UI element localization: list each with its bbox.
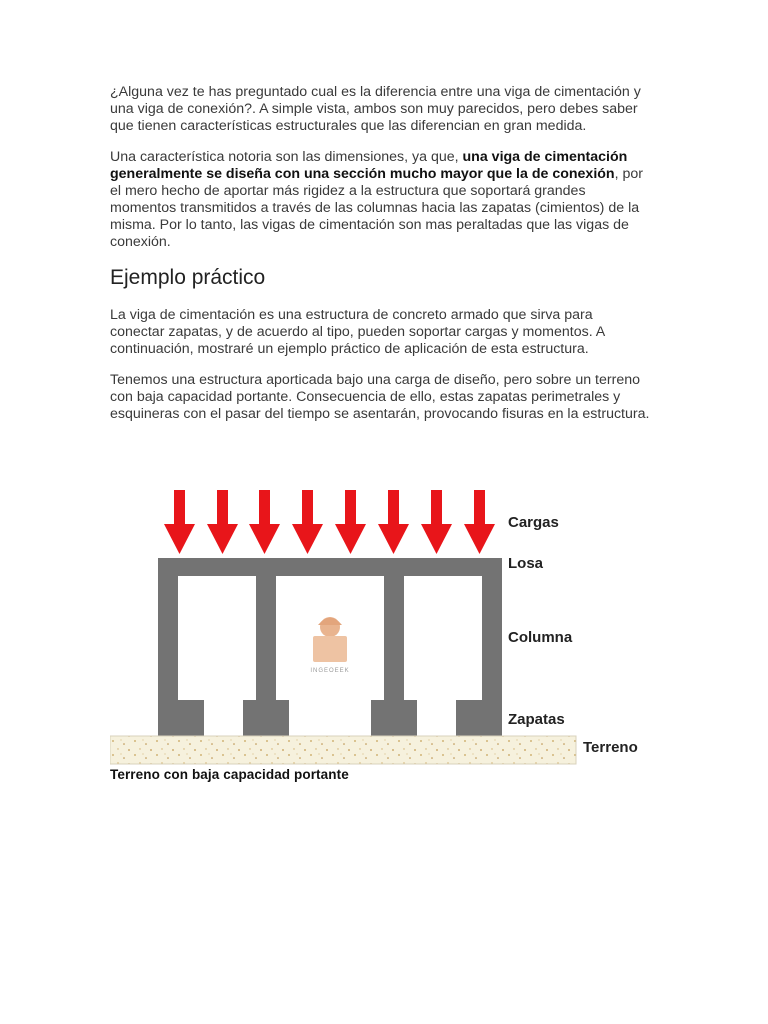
section-paragraph-1: La viga de cimentación es una estructura de concreto armado que sirva para conectar zapatas, y de acuerdo al tipo, pueden soportar cargas y momentos. A continuación, mostraré un ejemplo práctico de aplicación de esta estructura. (110, 307, 605, 357)
load-arrow-7 (421, 490, 452, 554)
intro-paragraph-1: ¿Alguna vez te has preguntado cual es la diferencia entre una viga de cimentación y una viga de conexión?. A simple vista, ambos son muy parecidos, pero debes saber que tienen características estructurales que las diferencian en gran medida. (110, 84, 641, 134)
watermark-text: INGEOEEK (310, 668, 350, 674)
label-columna: Columna (508, 629, 573, 646)
intro-p2-tail: , por el mero hecho de aportar más rigidez a la estructura que soportará grandes momentos transmitidos a través de las columnas hacia las zapatas (cimientos) de la misma. Por lo tanto, las vigas de cimentación son mas peraltadas que las vigas de conexión. (110, 166, 643, 250)
label-losa: Losa (508, 555, 544, 572)
figure-caption: Terreno con baja capacidad portante (110, 767, 349, 782)
intro-p2-highlight: una viga de cimentación generalmente se diseña con una sección mucho mayor que la de conexión (110, 149, 628, 182)
footing-2 (243, 700, 289, 736)
label-cargas: Cargas (508, 514, 559, 531)
intro-p2-lead: Una característica notoria son las dimensiones, ya que, (110, 149, 463, 165)
structure-diagram (110, 486, 670, 786)
ground-terrain (110, 736, 576, 764)
intro-paragraph-2 (110, 149, 650, 251)
footing-3 (371, 700, 417, 736)
footing-1 (158, 700, 204, 736)
load-arrow-1 (164, 490, 195, 554)
load-arrow-8 (464, 490, 495, 554)
structure-diagram-svg (110, 486, 670, 786)
load-arrow-3 (249, 490, 280, 554)
footing-4 (456, 700, 502, 736)
load-arrow-4 (292, 490, 323, 554)
label-zapatas: Zapatas (508, 711, 565, 728)
section-paragraph-2: Tenemos una estructura aporticada bajo una carga de diseño, pero sobre un terreno con baja capacidad portante. Consecuencia de ello, estas zapatas perimetrales y esquineras con el pasar del tiempo se asentarán, provocando fisuras en la estructura. (110, 372, 650, 422)
label-terreno: Terreno (583, 739, 638, 756)
watermark-logo (310, 617, 349, 674)
article-body (110, 84, 650, 437)
load-arrow-2 (207, 490, 238, 554)
section-heading: Ejemplo práctico (110, 266, 266, 289)
load-arrows (164, 490, 495, 554)
load-arrow-5 (335, 490, 366, 554)
load-arrow-6 (378, 490, 409, 554)
slab (158, 558, 502, 576)
